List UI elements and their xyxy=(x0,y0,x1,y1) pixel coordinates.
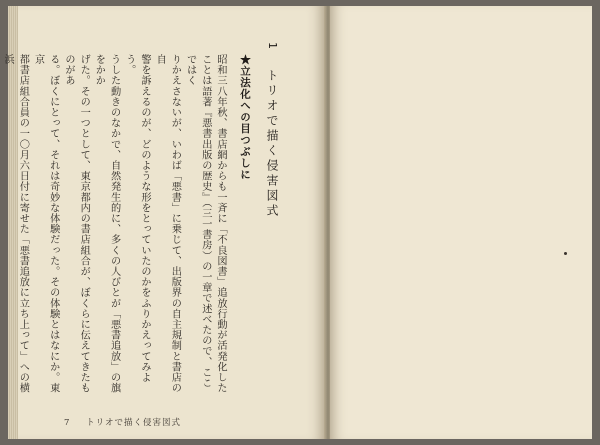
section-heading: ★立法化への目つぶしに xyxy=(239,54,251,181)
left-page xyxy=(2,6,326,439)
body-line: る。ぼくにとって、それは奇妙な体験だった。その体験とはなにか。東京 xyxy=(32,54,59,394)
chapter-number: 1 xyxy=(266,42,279,52)
body-line: 都書店組合員の一〇月六日付に寄せた「悪書追放に立ち上って」への横浜 xyxy=(2,54,29,394)
ink-speck xyxy=(564,252,567,255)
page-footer xyxy=(64,416,181,428)
body-line: 警を訴えるのが、どのような形をとっていたのかをふりかえってみよう。 xyxy=(123,54,150,383)
right-page xyxy=(330,6,592,439)
body-line: ことは語著『悪書出版の歴史』（三一書房）の一章で述べたので、ここではく xyxy=(184,54,211,389)
body-line: げた。その一つとして、東京都内の書店組合が、ぼくらに伝えてきたものがあ xyxy=(62,54,90,394)
chapter-title: トリオで描く侵害図式 xyxy=(265,68,279,219)
body-line: 昭和三八年秋、書店網からも一斉に「不良図書」追放行動が活発化した xyxy=(215,54,226,394)
chapter-heading xyxy=(264,42,281,219)
running-title: トリオで描く侵害図式 xyxy=(86,418,182,428)
body-line: うした動きのなかで、自然発生的に、多くの人びとが「悪書追放」の旗をかか xyxy=(93,54,120,394)
body-line: りかえさないが、いわば「悪書」に乗じて、出版界の自主規制と書店の自 xyxy=(154,54,181,394)
book-spread xyxy=(2,6,592,439)
body-text xyxy=(2,54,228,394)
page-number: 7 xyxy=(64,418,71,428)
